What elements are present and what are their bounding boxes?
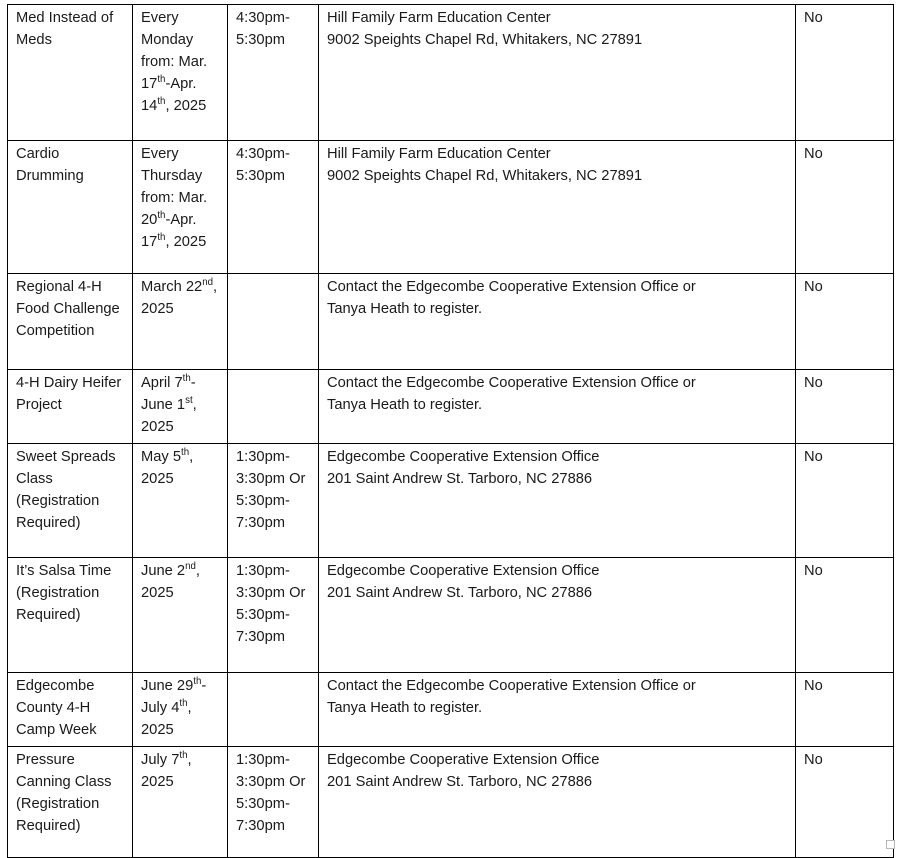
ordinal-suffix: th: [182, 373, 191, 385]
location-line-1: Hill Family Farm Education Center: [327, 146, 551, 162]
schedule-table-body: [8, 5, 894, 858]
table-row: [8, 274, 894, 370]
cell-event-name: Regional 4-H Food Challenge Competition: [8, 274, 133, 370]
location-line-2: 201 Saint Andrew St. Tarboro, NC 27886: [327, 584, 593, 601]
location-line-1: Contact the Edgecombe Cooperative Extension Office or: [327, 677, 696, 694]
cell-time: [228, 274, 319, 370]
location-line-2: 201 Saint Andrew St. Tarboro, NC 27886: [327, 773, 593, 790]
cell-time: 1:30pm-3:30pm Or 5:30pm-7:30pm: [228, 557, 319, 672]
cell-cost: No: [796, 5, 894, 141]
table-row: [8, 443, 894, 557]
cell-event-name: Cardio Drumming: [8, 141, 133, 274]
ordinal-suffix: st: [185, 395, 193, 407]
cell-date: Every Thursday from: Mar. 20th-Apr. 17th, 2025: [133, 141, 228, 274]
cell-date: Every Monday from: Mar. 17th-Apr. 14th, 2025: [133, 5, 228, 141]
cell-time: 1:30pm-3:30pm Or 5:30pm-7:30pm: [228, 746, 319, 857]
location-line-2: 9002 Speights Chapel Rd, Whitakers, NC 27891: [327, 167, 643, 184]
cell-date: June 2nd, 2025: [133, 557, 228, 672]
cell-event-name: Pressure Canning Class (Registration Required): [8, 746, 133, 857]
cell-location: [319, 370, 796, 444]
ordinal-suffix: th: [179, 697, 188, 709]
cell-cost: No: [796, 443, 894, 557]
cell-location: [319, 5, 796, 141]
location-line-1: Contact the Edgecombe Cooperative Extension Office or: [327, 279, 696, 295]
cell-time: 4:30pm-5:30pm: [228, 5, 319, 141]
cell-date: July 7th, 2025: [133, 746, 228, 857]
ordinal-suffix: th: [157, 210, 166, 222]
cell-date: April 7th-June 1st, 2025: [133, 370, 228, 444]
cell-cost: No: [796, 557, 894, 672]
resize-handle-icon[interactable]: [886, 840, 895, 849]
location-line-1: Edgecombe Cooperative Extension Office: [327, 448, 600, 465]
ordinal-suffix: th: [157, 95, 166, 107]
cell-location: [319, 557, 796, 672]
cell-cost: No: [796, 746, 894, 857]
cell-location: [319, 746, 796, 857]
cell-time: 1:30pm-3:30pm Or 5:30pm-7:30pm: [228, 443, 319, 557]
ordinal-suffix: th: [181, 447, 190, 459]
ordinal-suffix: th: [157, 74, 166, 86]
table-row: [8, 557, 894, 672]
cell-time: 4:30pm-5:30pm: [228, 141, 319, 274]
cell-location: [319, 141, 796, 274]
cell-location: [319, 274, 796, 370]
cell-time: [228, 672, 319, 746]
cell-cost: No: [796, 141, 894, 274]
location-line-2: 9002 Speights Chapel Rd, Whitakers, NC 27891: [327, 31, 643, 48]
table-row: [8, 370, 894, 444]
location-line-1: Hill Family Farm Education Center: [327, 10, 551, 26]
location-line-1: Edgecombe Cooperative Extension Office: [327, 562, 600, 579]
table-row: [8, 672, 894, 746]
cell-event-name: 4-H Dairy Heifer Project: [8, 370, 133, 444]
cell-event-name: Sweet Spreads Class (Registration Required): [8, 443, 133, 557]
cell-location: [319, 672, 796, 746]
ordinal-suffix: th: [179, 749, 188, 761]
location-line-2: 201 Saint Andrew St. Tarboro, NC 27886: [327, 470, 593, 487]
cell-cost: No: [796, 672, 894, 746]
cell-date: June 29th-July 4th, 2025: [133, 672, 228, 746]
cell-date: March 22nd, 2025: [133, 274, 228, 370]
cell-event-name: Edgecombe County 4-H Camp Week: [8, 672, 133, 746]
ordinal-suffix: th: [193, 676, 202, 688]
ordinal-suffix: nd: [202, 277, 214, 289]
cell-cost: No: [796, 274, 894, 370]
location-line-1: Edgecombe Cooperative Extension Office: [327, 751, 600, 768]
cell-location: [319, 443, 796, 557]
event-schedule-table: [7, 4, 894, 858]
cell-cost: No: [796, 370, 894, 444]
table-row: [8, 5, 894, 141]
location-line-2: Tanya Heath to register.: [327, 300, 483, 317]
cell-date: May 5th, 2025: [133, 443, 228, 557]
ordinal-suffix: nd: [185, 561, 196, 573]
location-line-1: Contact the Edgecombe Cooperative Extension Office or: [327, 375, 696, 391]
location-line-2: Tanya Heath to register.: [327, 699, 483, 716]
cell-time: [228, 370, 319, 444]
table-row: [8, 746, 894, 857]
location-line-2: Tanya Heath to register.: [327, 396, 483, 413]
ordinal-suffix: th: [157, 231, 166, 243]
cell-event-name: It’s Salsa Time (Registration Required): [8, 557, 133, 672]
cell-event-name: Med Instead of Meds: [8, 5, 133, 141]
table-row: [8, 141, 894, 274]
